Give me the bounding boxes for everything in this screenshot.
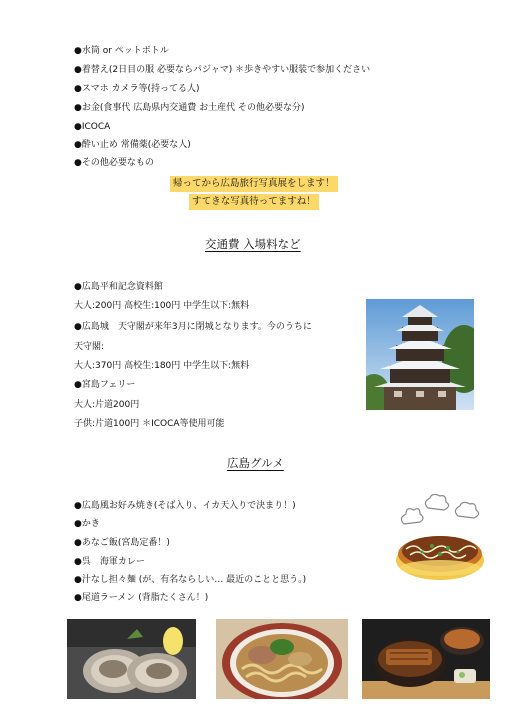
list-item: ●広島平和記念資料館: [74, 282, 163, 292]
photo-exhibit-note: 帰ってから広島旅行写真展をします！: [170, 176, 338, 192]
list-item: ●あなご飯(宮島定番！): [74, 538, 170, 548]
list-item: 大人:片道200円: [74, 400, 140, 410]
oyster-photo: [67, 619, 196, 699]
section-title-transport: 交通費 入場料など: [205, 237, 301, 251]
list-item: ●酔い止め 常備薬(必要な人): [74, 140, 191, 150]
list-item: 子供:片道100円 ＊ICOCA等使用可能: [74, 419, 225, 429]
hiroshima-castle-photo: [366, 299, 474, 410]
list-item: 大人:200円 高校生:100円 中学生以下:無料: [74, 301, 250, 311]
list-item: ●ICOCA: [74, 122, 111, 132]
list-item: ●広島風お好み焼き(そば入り、イカ天入りで決まり！): [74, 501, 296, 511]
list-item: ●水筒 or ペットボトル: [74, 46, 169, 56]
list-item: ●着替え(2日目の服 必要ならパジャマ) ＊歩きやすい服装で参加ください: [74, 65, 371, 75]
list-item: ●その他必要なもの: [74, 158, 154, 168]
list-item: ●呉 海軍カレー: [74, 557, 145, 567]
list-item: ●宮島フェリー: [74, 380, 136, 390]
list-item: ●汁なし担々麺 (が、有名ならしい… 最近のことと思う。): [74, 575, 307, 585]
anago-meshi-photo: [362, 619, 490, 699]
list-item: ●スマホ カメラ等(持ってる人): [74, 84, 200, 94]
section-title-gourmet: 広島グルメ: [227, 456, 284, 470]
list-item: ●かき: [74, 519, 100, 529]
okonomiyaki-illustration: [392, 494, 488, 586]
list-item: ●お金(食事代 広島県内交通費 お土産代 その他必要な分): [74, 103, 305, 113]
ramen-photo: [216, 619, 348, 699]
list-item: ●尾道ラーメン (背脂たくさん！): [74, 593, 209, 603]
list-item: 天守閣:: [74, 342, 105, 352]
list-item: 大人:370円 高校生:180円 中学生以下:無料: [74, 361, 250, 371]
photo-exhibit-note-2: すてきな写真待ってますね！: [189, 194, 319, 210]
list-item: ●広島城 天守閣が来年3月に閉城となります。今のうちに: [74, 322, 312, 332]
